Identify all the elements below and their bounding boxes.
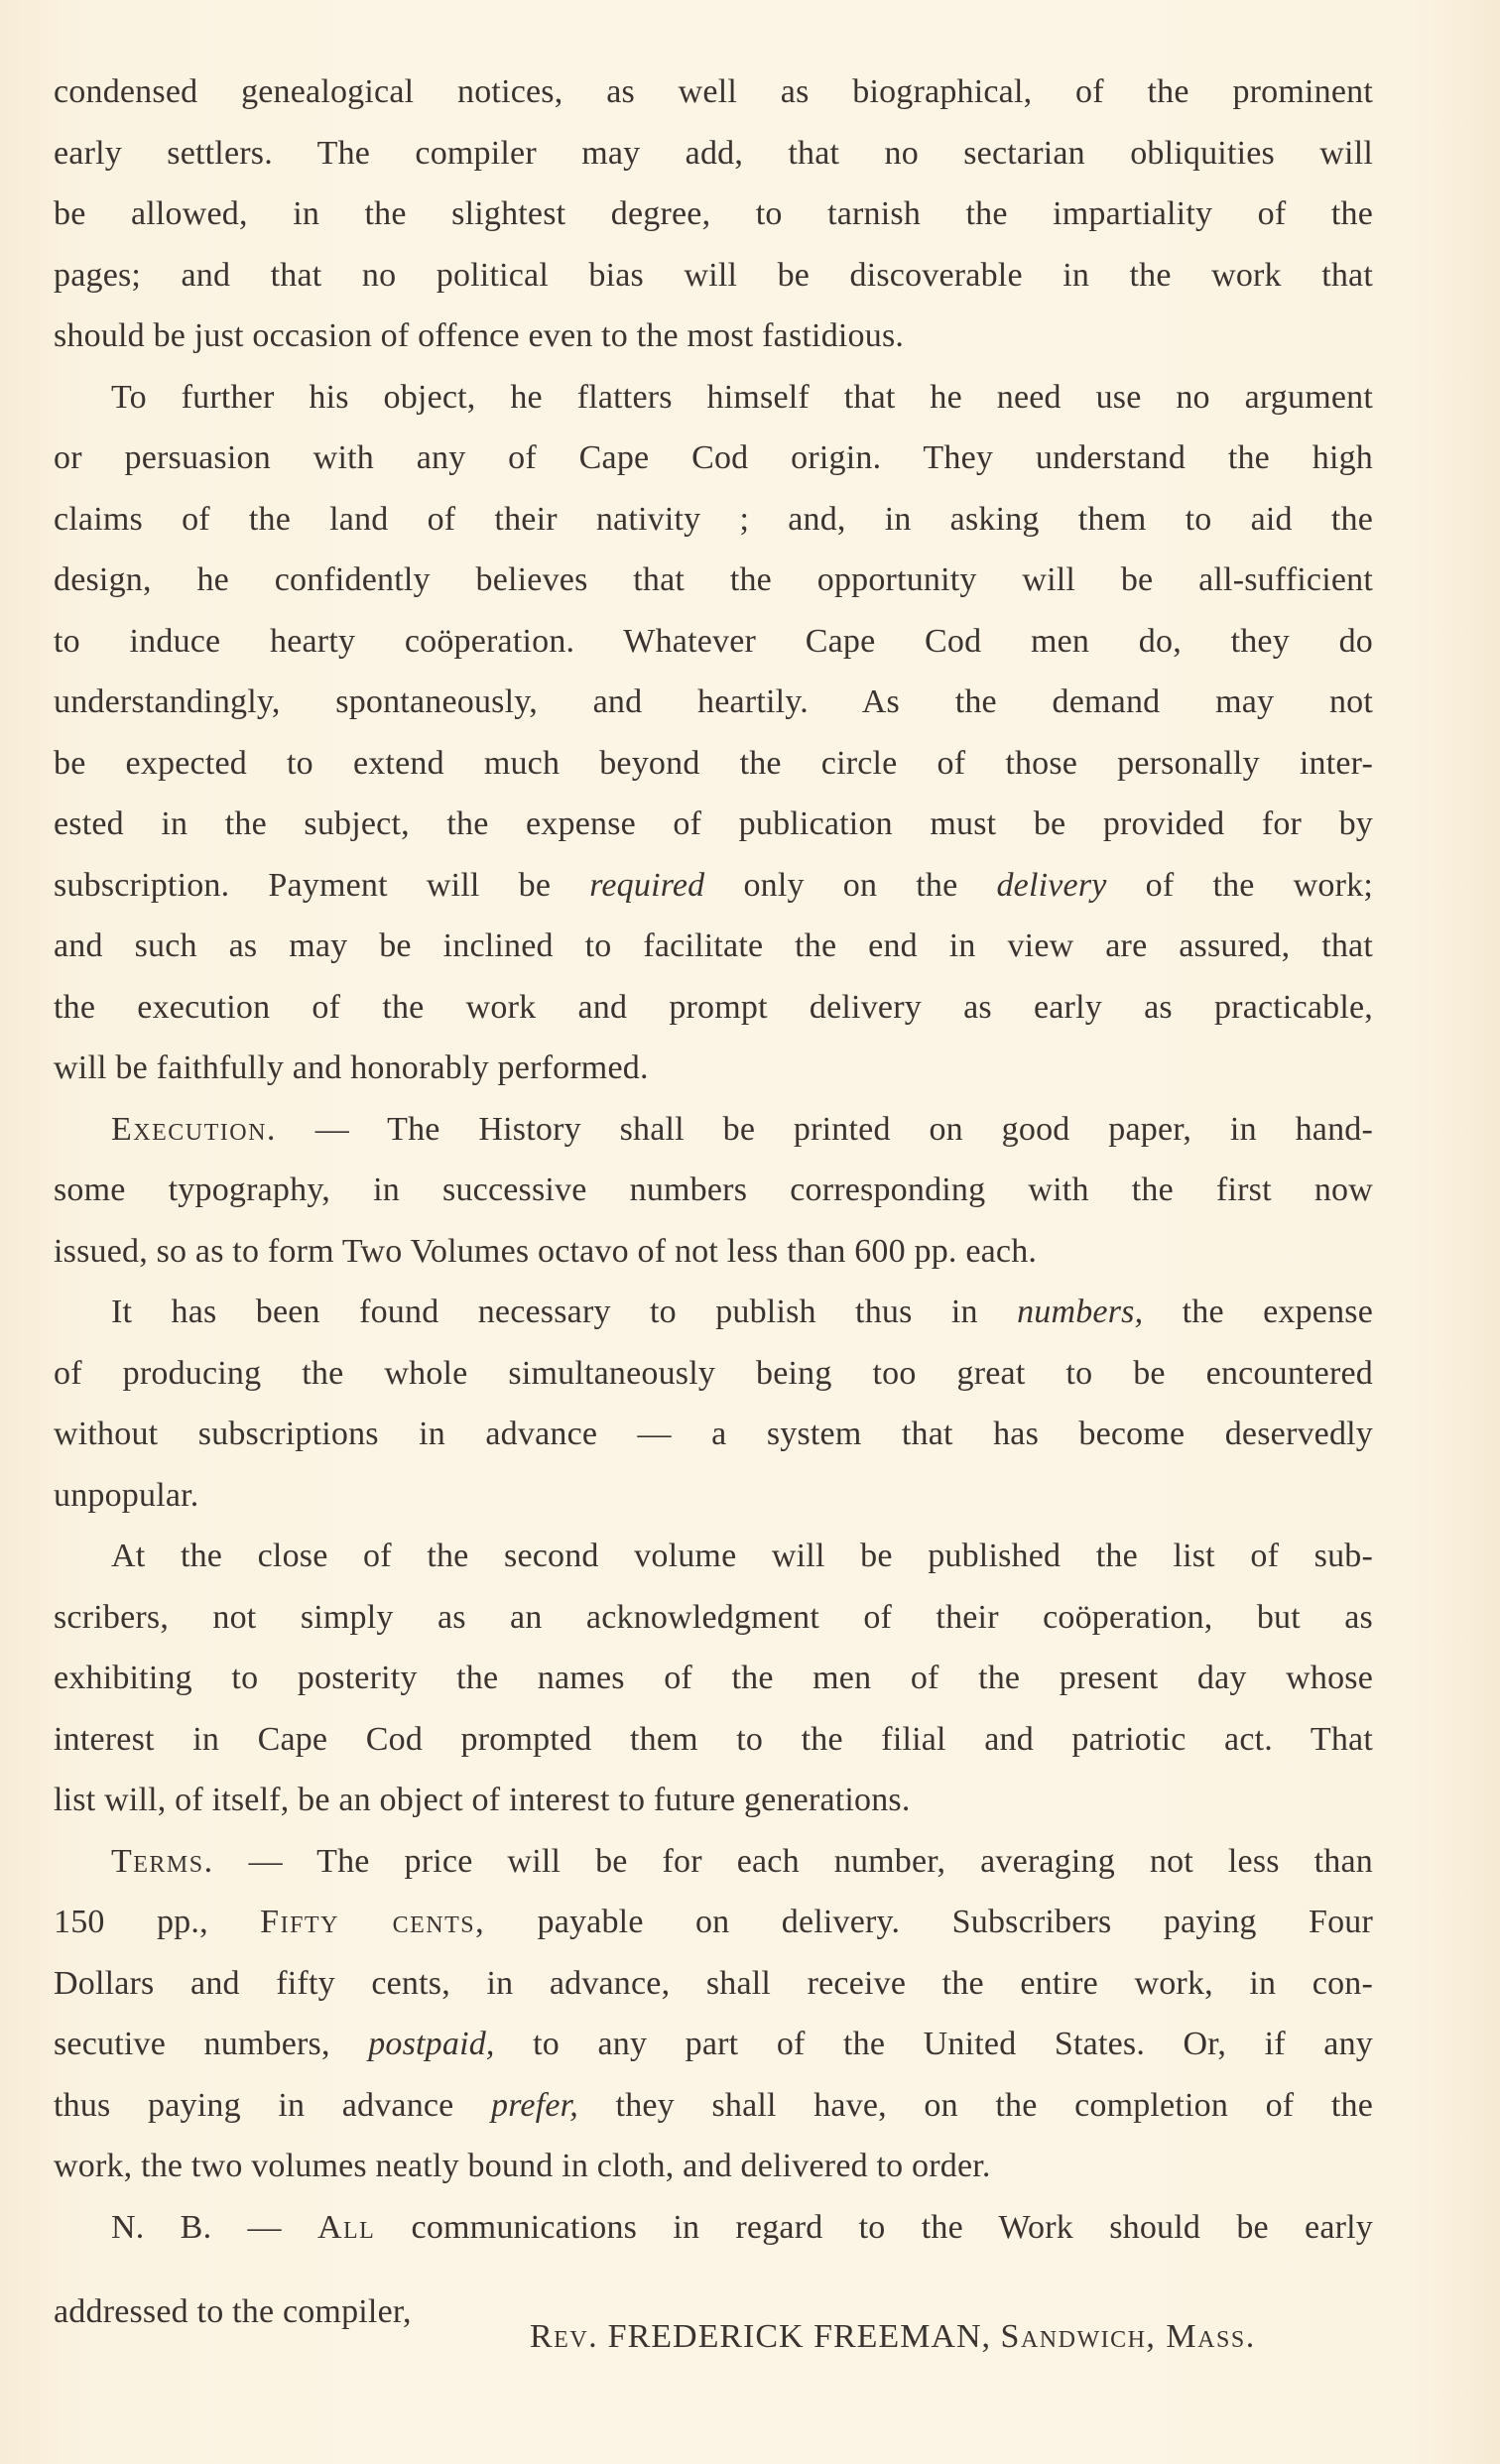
text-run: communications in regard to the Work should be early — [375, 2208, 1373, 2246]
text-line: unpopular. — [54, 1476, 199, 1514]
text-line — [54, 855, 1373, 917]
text-line — [54, 1099, 1373, 1161]
text-line: design, he confidently believes that the opportunity will be all-sufficient — [54, 561, 1373, 598]
text-line: Dollars and fifty cents, in advance, shall receive the entire work, in con- — [54, 1964, 1373, 2002]
text-line: issued, so as to form Two Volumes octavo of not less than 600 pp. each. — [54, 1232, 1038, 1270]
emphasis-delivery: delivery — [996, 866, 1107, 904]
signature — [530, 2318, 1256, 2356]
emphasis-prefer: prefer, — [491, 2086, 578, 2124]
text-line — [54, 1892, 1373, 1953]
text-run: secutive numbers, — [54, 2026, 369, 2062]
signature-name: FREDERICK FREEMAN, — [607, 2318, 992, 2355]
section-heading-execution: Execution. — [111, 1110, 277, 1148]
text-run: — The price will be for each number, averaging not less than — [213, 1842, 1373, 1880]
text-line: should be just occasion of offence even to the most fastidious. — [54, 317, 905, 354]
text-line: list will, of itself, be an object of interest to future generations. — [54, 1782, 911, 1818]
emphasis-numbers: numbers, — [1017, 1294, 1144, 1330]
text-line: scribers, not simply as an acknowledgment of their coöperation, but as — [54, 1598, 1373, 1636]
text-line: some typography, in successive numbers corresponding with the first now — [54, 1171, 1373, 1208]
text-line: condensed genealogical notices, as well as biographical, of the prominent — [54, 73, 1373, 110]
text-line: be allowed, in the slightest degree, to tarnish the impartiality of the — [54, 195, 1373, 232]
text-run: — The History shall be printed on good paper, in hand- — [276, 1110, 1373, 1148]
text-line — [54, 2197, 1373, 2259]
text-line: to induce hearty coöperation. Whatever Cape Cod men do, they do — [54, 622, 1373, 660]
nb-label: N. B. — [111, 2208, 212, 2246]
text-line — [54, 1831, 1373, 1893]
text-line: To further his object, he flatters himself that he need use no argument — [111, 378, 1373, 416]
section-heading-terms: Terms. — [111, 1842, 214, 1880]
text-line — [54, 1282, 1373, 1343]
text-run: to any part of the United States. Or, if any — [494, 2026, 1373, 2062]
text-line: and such as may be inclined to facilitate the end in view are assured, that — [54, 927, 1373, 964]
text-line: claims of the land of their nativity ; and, in asking them to aid the — [54, 500, 1373, 538]
text-run: 150 pp., — [54, 1904, 261, 1940]
text-line: early settlers. The compiler may add, that no sectarian obliquities will — [54, 134, 1373, 172]
text-line: exhibiting to posterity the names of the men of the present day whose — [54, 1660, 1373, 1696]
body-text — [54, 62, 1373, 2258]
text-line: will be faithfully and honorably performed. — [54, 1049, 649, 1086]
text-line: be expected to extend much beyond the circle of those personally inter- — [54, 744, 1373, 782]
price-fifty-cents: Fifty cents, — [260, 1904, 486, 1940]
text-line: the execution of the work and prompt delivery as early as practicable, — [54, 988, 1373, 1026]
text-run: It has been found necessary to publish thus in — [111, 1294, 1018, 1330]
signature-place: Sandwich, Mass. — [1000, 2318, 1256, 2355]
signature-title: Rev. — [530, 2318, 599, 2355]
text-run: of the work; — [1106, 866, 1373, 904]
text-run: they shall have, on the completion of the — [578, 2086, 1373, 2124]
text-run: — — [211, 2208, 317, 2246]
text-line: without subscriptions in advance — a system that has become deservedly — [54, 1416, 1373, 1452]
emphasis-required: required — [589, 866, 705, 904]
text-line: ested in the subject, the expense of publication must be provided for by — [54, 805, 1373, 842]
text-run: payable on delivery. Subscribers paying Four — [485, 1904, 1374, 1940]
text-line: understandingly, spontaneously, and heartily. As the demand may not — [54, 683, 1373, 720]
emphasis-postpaid: postpaid, — [368, 2026, 495, 2062]
text-line: addressed to the compiler, — [54, 2293, 412, 2330]
text-run: only on the — [704, 866, 997, 904]
emphasis-all: All — [316, 2208, 376, 2246]
text-line — [54, 2075, 1373, 2137]
text-line: work, the two volumes neatly bound in cloth, and delivered to order. — [54, 2148, 991, 2184]
text-run: subscription. Payment will be — [54, 866, 590, 904]
text-run: the expense — [1143, 1294, 1373, 1330]
text-run: thus paying in advance — [54, 2086, 492, 2124]
text-line: or persuasion with any of Cape Cod origin. They understand the high — [54, 439, 1373, 476]
text-line: of producing the whole simultaneously being too great to be encountered — [54, 1354, 1373, 1392]
text-line: interest in Cape Cod prompted them to the filial and patriotic act. That — [54, 1720, 1373, 1758]
text-line: pages; and that no political bias will be discoverable in the work that — [54, 256, 1373, 294]
text-line — [54, 2014, 1373, 2075]
text-line: At the close of the second volume will be published the list of sub- — [111, 1538, 1373, 1574]
